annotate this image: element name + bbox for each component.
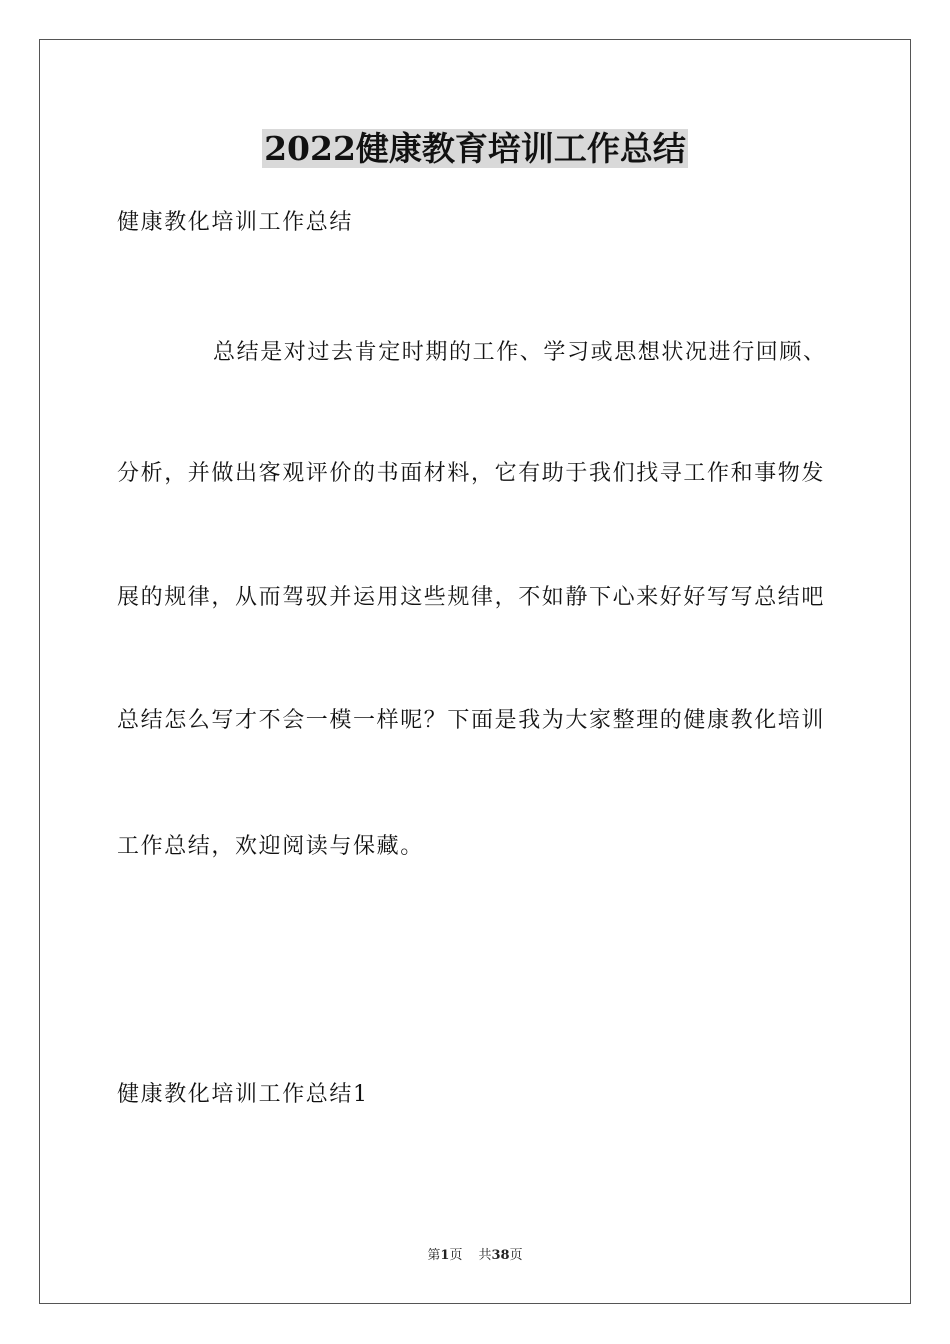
document-title-text: 2022健康教育培训工作总结 [264, 129, 686, 168]
paragraph-line: 展的规律，从而驾驭并运用这些规律，不如静下心来好好写写总结吧 [117, 585, 826, 610]
paragraph-line: 分析，并做出客观评价的书面材料，它有助于我们找寻工作和事物发 [117, 461, 826, 486]
paragraph-line: 工作总结，欢迎阅读与保藏。 [117, 834, 424, 859]
footer-page-prefix: 第 [427, 1248, 441, 1263]
paragraph-line: 总结怎么写才不会一模一样呢？下面是我为大家整理的健康教化培训 [117, 708, 826, 733]
page-footer [0, 1247, 950, 1265]
paragraph-line: 总结是对过去肯定时期的工作、学习或思想状况进行回顾、 [213, 340, 827, 365]
footer-page-number: 1 [440, 1248, 450, 1263]
document-title [0, 128, 950, 170]
document-subtitle: 健康教化培训工作总结 [117, 210, 354, 235]
section-heading: 健康教化培训工作总结1 [117, 1082, 369, 1107]
footer-total-suffix: 页 [509, 1248, 523, 1263]
footer-total-pages: 38 [491, 1248, 510, 1263]
footer-total-prefix: 共 [478, 1248, 492, 1263]
footer-page-suffix: 页 [449, 1248, 463, 1263]
